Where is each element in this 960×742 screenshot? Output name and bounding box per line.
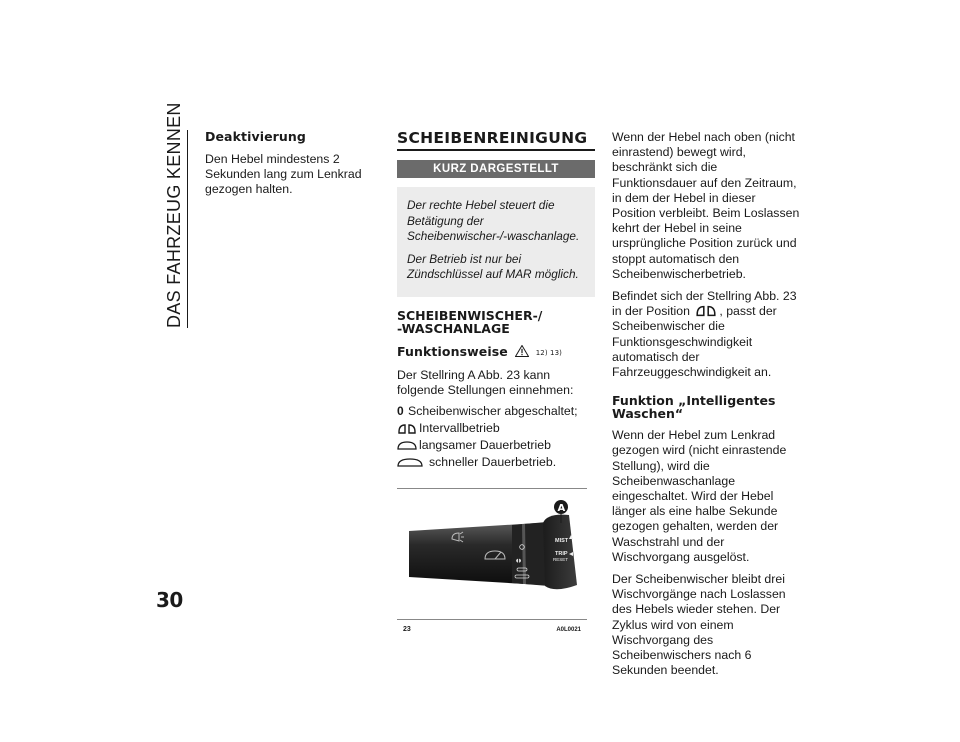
summary-box <box>397 187 595 297</box>
deactivation-text: Den Hebel mindestens 2 Sekunden lang zum Lenkrad gezogen halten. <box>205 152 362 197</box>
callout-a-label: A <box>557 502 566 514</box>
position-off-text: Scheibenwischer abgeschaltet; <box>408 404 578 419</box>
subsection-title-line2: -WASCHANLAGE <box>397 320 510 336</box>
figure-number: 23 <box>403 625 411 633</box>
figure-rule <box>397 619 587 620</box>
auto-wiper-text-post: , passt der Scheibenwischer die Funktionsgeschwindigkeit automatisch der Fahrzeuggeschwindigkeit an. <box>612 304 777 380</box>
fast-wiper-icon <box>397 458 429 468</box>
position-off <box>397 405 595 419</box>
function-heading-text: Funktionsweise <box>397 343 508 359</box>
subsection-title-line1: SCHEIBENWISCHER-/ <box>397 307 543 323</box>
column-right <box>612 130 802 686</box>
zero-symbol: 0 <box>397 404 404 419</box>
position-fast-text: schneller Dauerbetrieb. <box>429 455 557 470</box>
position-interval <box>397 422 595 436</box>
deactivation-heading: Deaktivierung <box>205 129 306 144</box>
mist-label: MIST <box>555 537 569 544</box>
auto-wiper-text-pre: Befindet sich der Stellring Abb. 23 in der Position <box>612 289 797 319</box>
reset-label: RESET <box>553 556 569 562</box>
function-refs: 12) 13) <box>535 348 562 357</box>
figure-code: A0L0021 <box>556 626 581 633</box>
slow-wiper-icon <box>397 441 419 451</box>
summary-text-2: Der Betrieb ist nur bei Zündschlüssel auf MAR möglich. <box>407 251 579 281</box>
lever-up-text: Wenn der Hebel nach oben (nicht einrastend) bewegt wird, beschränkt sich die Funktionsdauer auf den Zeitraum, in dem der Hebel in dieser Position verbleibt. Beim Loslassen kehrt der Hebel in seine ursprüngliche Position zurück und stoppt automatisch den Scheibenwischerbetrieb. <box>612 130 800 281</box>
column-left <box>205 130 385 205</box>
position-slow-text: langsamer Dauerbetrieb <box>419 438 551 453</box>
position-interval-text: Intervallbetrieb <box>419 421 500 436</box>
position-fast <box>397 456 595 470</box>
interval-wiper-icon <box>397 424 419 434</box>
positions-intro: Der Stellring A Abb. 23 kann folgende Stellungen einnehmen: <box>397 367 574 397</box>
figure-lever <box>397 488 587 640</box>
chapter-title: DAS FAHRZEUG KENNEN <box>164 102 184 328</box>
position-slow <box>397 439 595 453</box>
wiper-cycle-text: Der Scheibenwischer bleibt drei Wischvorgänge nach Loslassen des Hebels wieder stehen. Der Zyklus wird von einem Wischvorgang des Scheibenwischers nach 6 Sekunden beendet. <box>612 572 786 678</box>
lever-illustration <box>397 489 587 619</box>
summary-header: KURZ DARGESTELLT <box>397 160 595 178</box>
summary-text-1: Der rechte Hebel steuert die Betätigung der Scheibenwischer-/-waschanlage. <box>407 198 580 243</box>
auto-wiper-text <box>612 289 802 380</box>
section-title: SCHEIBENREINIGUNG <box>397 130 595 151</box>
column-middle <box>397 130 595 640</box>
subsection-title <box>397 309 595 335</box>
smart-wash-heading: Funktion „Intelligentes Waschen“ <box>612 393 776 422</box>
smart-wash-text: Wenn der Hebel zum Lenkrad gezogen wird (nicht einrastende Stellung), wird die Scheibenwaschanlage eingeschaltet. Wird der Hebel länger als eine halbe Sekunde gezogen gehalten, werden der Waschstrahl und der Wischvorgang ausgelöst. <box>612 428 787 564</box>
page-number: 30 <box>156 588 183 612</box>
warning-triangle-icon <box>515 345 529 357</box>
function-heading <box>397 345 595 360</box>
svg-text:◖◗: ◖◗ <box>516 557 522 564</box>
interval-wiper-icon <box>695 305 717 317</box>
trip-label: TRIP <box>555 550 568 557</box>
